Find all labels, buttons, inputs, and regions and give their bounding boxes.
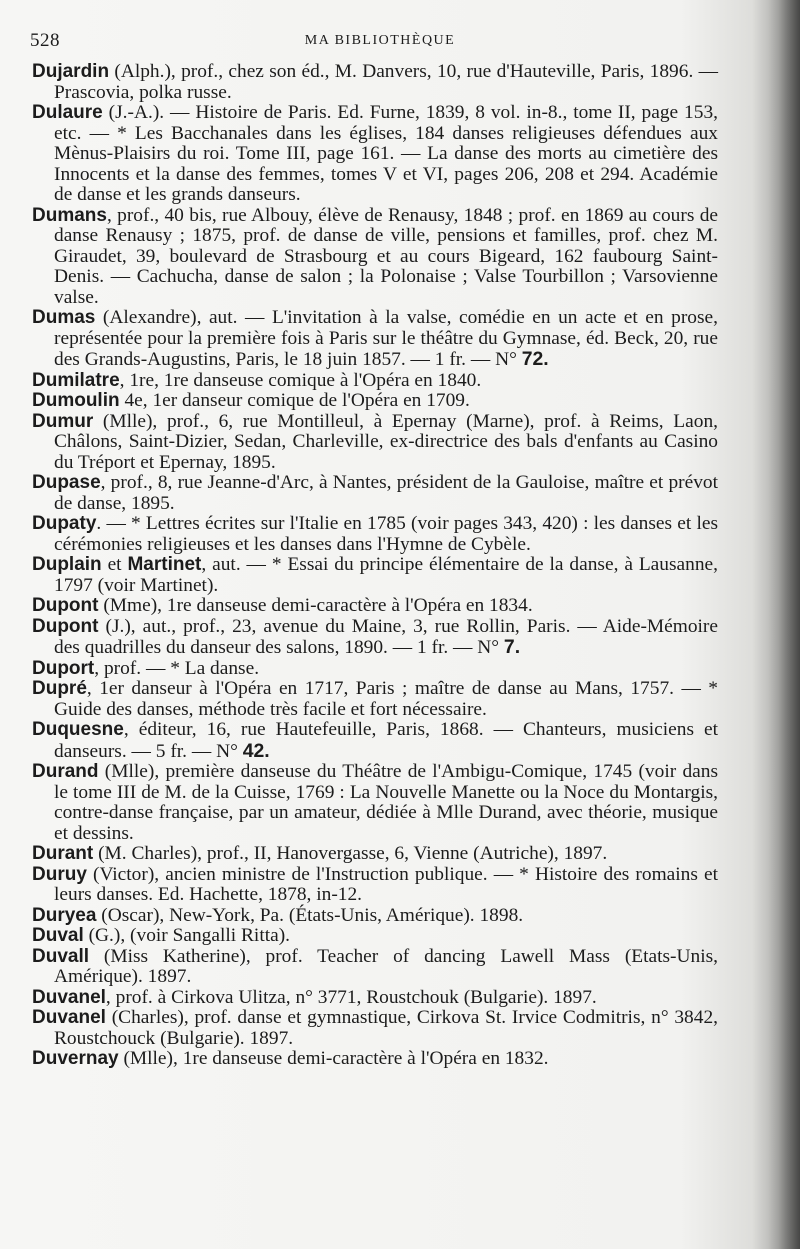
entry bbox=[32, 679, 718, 720]
entry-text: (J.-A.). — Histoire de Paris. Ed. Furne, 1839, 8 vol. in-8., tome II, page 153, etc. — * Les Bacchanales dans les églises, 184 danses religieuses défendues aux Mènus-Plaisirs du roi. Tome III, page 161. — La danse des morts au cimetière des Innocents et la danse des femmes, tomes V et VI, pages 206, 208 et 294. Académie de danse et les grands danseurs. bbox=[54, 102, 718, 205]
entry-headword: Duval bbox=[32, 925, 84, 946]
entry bbox=[32, 762, 718, 844]
dictionary-entries bbox=[32, 62, 718, 1070]
entry-text: . — * Lettres écrites sur l'Italie en 1785 (voir pages 343, 420) : les danses et les cérémonies religieuses et les danses dans l'Hymne de Cybèle. bbox=[54, 513, 718, 555]
entry-headword: Dupré bbox=[32, 678, 87, 699]
entry-text: , prof. — * La danse. bbox=[94, 657, 260, 679]
entry-text: 4e, 1er danseur comique de l'Opéra en 1709. bbox=[119, 390, 470, 411]
entry-headword: Duquesne bbox=[32, 719, 124, 740]
entry-headword: Duvernay bbox=[32, 1048, 119, 1069]
entry bbox=[32, 514, 718, 555]
entry-number: 7. bbox=[503, 636, 521, 658]
entry-headword: Durant bbox=[32, 843, 94, 864]
entry-headword: Duryea bbox=[32, 904, 97, 926]
entry bbox=[32, 844, 718, 865]
entry-headword: Duvanel bbox=[32, 1007, 106, 1028]
entry bbox=[32, 371, 718, 392]
entry-text: (Victor), ancien ministre de l'Instruction publique. — * Histoire des romains et leurs danses. Ed. Hachette, 1878, in-12. bbox=[54, 863, 718, 905]
page-number: 528 bbox=[30, 30, 60, 51]
entry bbox=[32, 555, 718, 596]
entry bbox=[32, 596, 718, 617]
entry-headword: Dupont bbox=[32, 595, 99, 616]
entry bbox=[32, 988, 718, 1009]
entry-text: (M. Charles), prof., II, Hanovergasse, 6, Vienne (Autriche), 1897. bbox=[93, 843, 608, 864]
entry-headword: Dulaure bbox=[32, 102, 103, 123]
entry-text-continued: , aut. — * Essai du principe élémentaire de la danse, à Lausanne, 1797 (voir Martinet). bbox=[54, 554, 718, 596]
entry-text: , 1re, 1re danseuse comique à l'Opéra en 1840. bbox=[119, 369, 482, 391]
entry-text: (Alph.), prof., chez son éd., M. Danvers, 10, rue d'Hauteville, Paris, 1896. — Prascovia, polka russe. bbox=[54, 61, 718, 103]
entry-text: (Miss Katherine), prof. Teacher of dancing Lawell Mass (Etats-Unis, Amérique). 1897. bbox=[54, 945, 718, 987]
entry-headword: Dujardin bbox=[32, 61, 110, 82]
entry-text: , 1er danseur à l'Opéra en 1717, Paris ; maître de danse au Mans, 1757. — * Guide des danses, méthode très facile et fort nécessaire. bbox=[54, 678, 718, 720]
entry bbox=[32, 412, 718, 474]
entry-number: 42. bbox=[242, 739, 270, 762]
entry-headword: Dumur bbox=[32, 410, 94, 432]
entry-text: , prof., 8, rue Jeanne-d'Arc, à Nantes, président de la Gauloise, maître et prévot de danse, 1895. bbox=[54, 472, 718, 514]
entry bbox=[32, 62, 718, 103]
entry-text: , éditeur, 16, rue Hautefeuille, Paris, 1868. — Chanteurs, musiciens et danseurs. — 5 fr. — N° bbox=[54, 719, 718, 762]
entry-text: (G.), (voir Sangalli Ritta). bbox=[83, 925, 291, 946]
entry-headword: Duvanel bbox=[32, 986, 106, 1008]
entry-headword: Dupase bbox=[32, 472, 101, 493]
page-header bbox=[30, 30, 750, 54]
entry-headword: Dumas bbox=[32, 307, 96, 328]
entry-text: , prof., 40 bis, rue Albouy, élève de Renausy, 1848 ; prof. en 1869 au cours de danse Renausy ; 1875, prof. de danse de ville, pensions et familles, prof. chez M. Giraudet, 39, boulevard de Strasbourg et au cours Bigeard, 162 faubourg Saint-Denis. — Cachucha, danse de salon ; la Polonaise ; Valse Tourbillon ; Varsovienne valse. bbox=[54, 204, 718, 308]
entry-headword: Duvall bbox=[32, 945, 90, 967]
entry bbox=[32, 1049, 718, 1070]
entry bbox=[32, 391, 718, 412]
entry-text: (Charles), prof. danse et gymnastique, Cirkova St. Irvice Codmitris, n° 3842, Roustchouck (Bulgarie). 1897. bbox=[54, 1007, 718, 1049]
entry bbox=[32, 206, 718, 309]
entry bbox=[32, 617, 718, 659]
entry-headword: Dupaty bbox=[32, 513, 97, 534]
entry-number: 72. bbox=[521, 348, 549, 370]
book-spine-shadow bbox=[752, 0, 800, 1249]
entry-text: (J.), aut., prof., 23, avenue du Maine, 3, rue Rollin, Paris. — Aide-Mémoire des quadrilles du danseur des salons, 1890. — 1 fr. — N° bbox=[54, 615, 718, 658]
entry bbox=[32, 308, 718, 371]
entry-headword: Dupont bbox=[32, 615, 99, 637]
entry-text: (Mlle), prof., 6, rue Montilleul, à Epernay (Marne), prof. à Reims, Laon, Châlons, Saint-Dizier, Sedan, Charleville, ex-directrice des bals d'enfants au Casino du Tréport et Epernay, 1895. bbox=[54, 410, 718, 473]
entry-text: , prof. à Cirkova Ulitza, n° 3771, Roustchouk (Bulgarie). 1897. bbox=[105, 986, 597, 1008]
entry-headword: Dumoulin bbox=[32, 390, 120, 411]
entry-headword-second: Martinet bbox=[127, 554, 202, 575]
entry bbox=[32, 947, 718, 988]
entry-text: (Mlle), première danseuse du Théâtre de l'Ambigu-Comique, 1745 (voir dans le tome III de M. de la Cuisse, 1769 : La Nouvelle Manette ou la Noce du Montargis, contre-danse française, par un amateur, dédiée à Mlle Durand, avec théorie, musique et dessins. bbox=[54, 761, 718, 844]
entry-text: (Mlle), 1re danseuse demi-caractère à l'Opéra en 1832. bbox=[118, 1048, 549, 1069]
entry bbox=[32, 473, 718, 514]
entry bbox=[32, 103, 718, 206]
entry-headword: Dumilatre bbox=[32, 369, 120, 391]
entry bbox=[32, 926, 718, 947]
entry-headword: Duruy bbox=[32, 863, 87, 885]
entry-text: (Mme), 1re danseuse demi-caractère à l'Opéra en 1834. bbox=[98, 595, 533, 616]
entry bbox=[32, 906, 718, 927]
running-title: MA BIBLIOTHÈQUE bbox=[304, 33, 456, 48]
entry bbox=[32, 1008, 718, 1049]
entry bbox=[32, 865, 718, 906]
entry-headword: Dumans bbox=[32, 204, 107, 226]
entry-headword: Duport bbox=[32, 657, 95, 679]
entry bbox=[32, 659, 718, 680]
entry bbox=[32, 720, 718, 762]
entry-headword: Durand bbox=[32, 761, 99, 782]
entry-headword: Duplain bbox=[32, 554, 102, 575]
entry-text: et bbox=[101, 554, 128, 575]
entry-text: (Oscar), New-York, Pa. (États-Unis, Amérique). 1898. bbox=[96, 904, 524, 926]
entry-text: (Alexandre), aut. — L'invitation à la valse, comédie en un acte et en prose, représentée pour la première fois à Paris sur le théâtre du Gymnase, éd. Beck, 20, rue des Grands-Augustins, Paris, le 18 juin 1857. — 1 fr. — N° bbox=[54, 307, 718, 370]
